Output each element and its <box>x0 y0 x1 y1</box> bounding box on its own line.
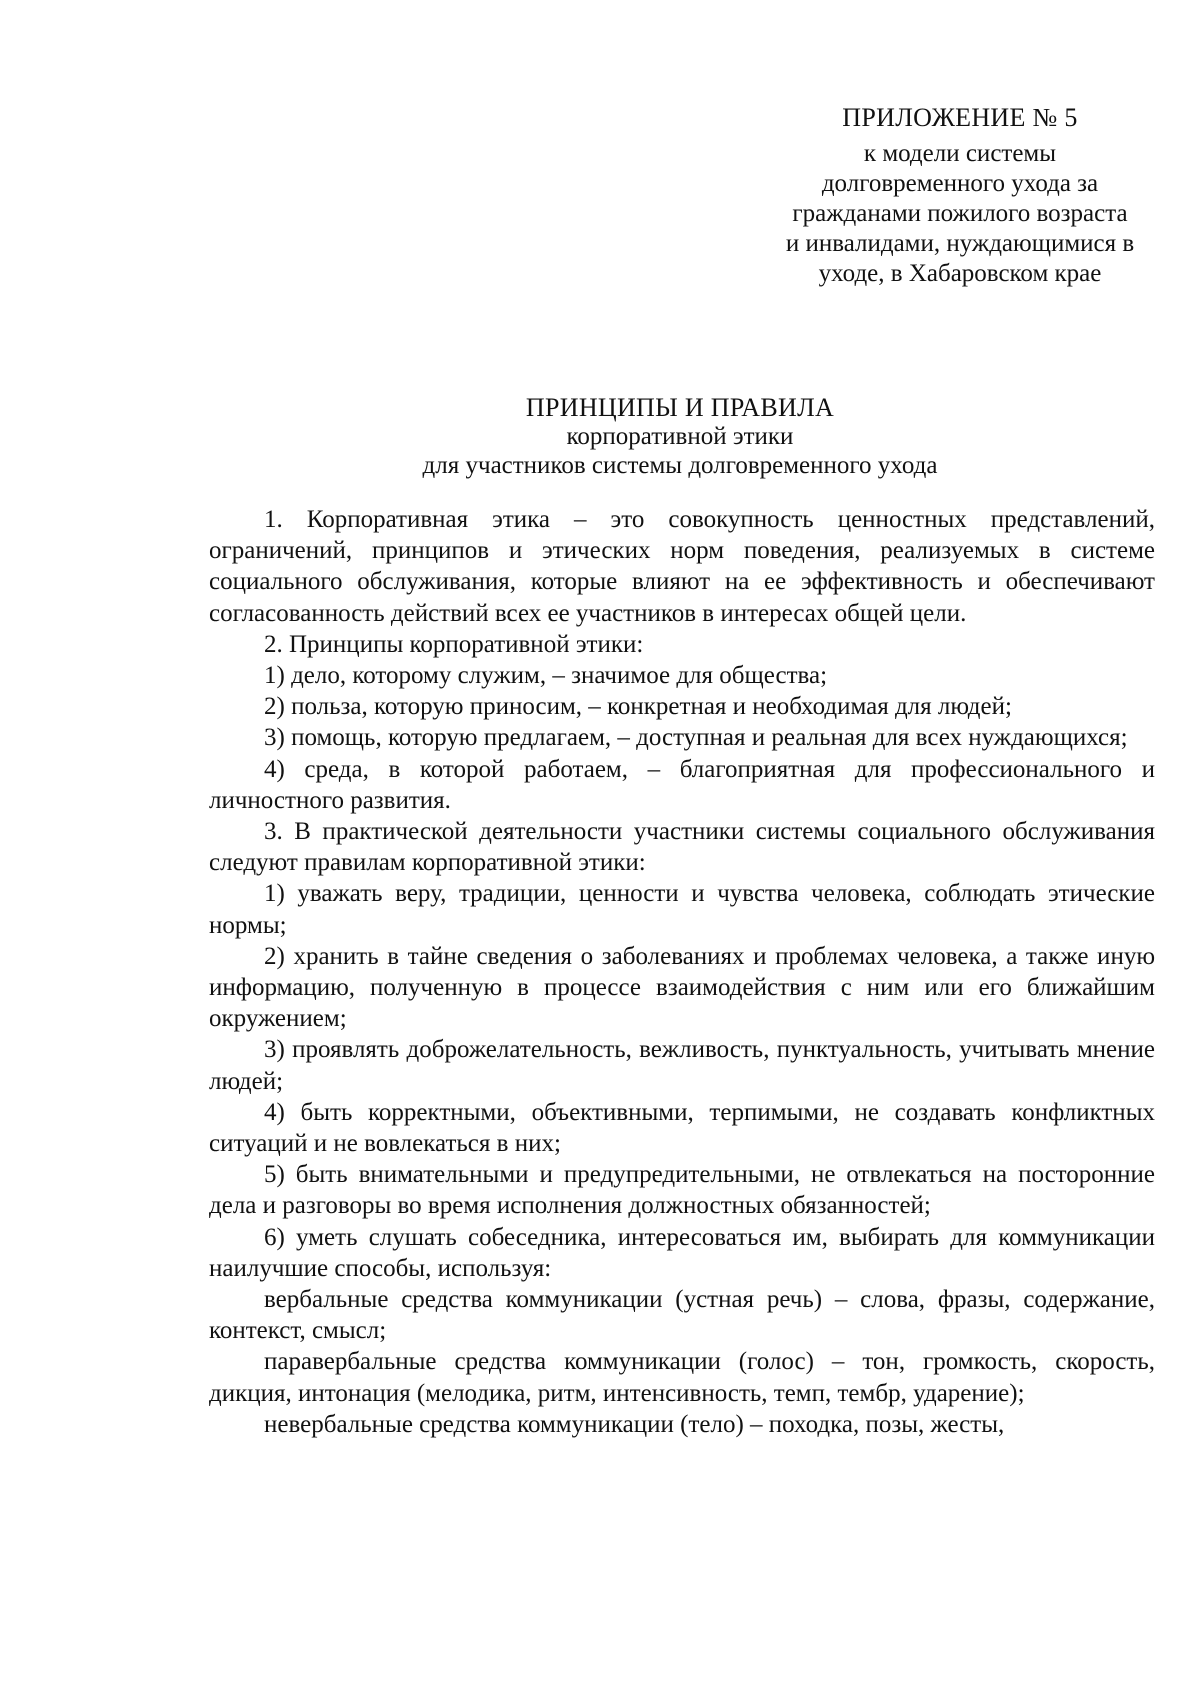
appendix-line: долговременного ухода за <box>821 170 1099 197</box>
paragraph: 5) быть внимательными и предупредительными, не отвлекаться на посторонние дела и разговоры во время исполнения должностных обязанностей; <box>209 1161 1155 1220</box>
document-body <box>209 504 1155 1440</box>
paragraph: 1) дело, которому служим, – значимое для общества; <box>264 662 828 690</box>
paragraph: 3) помощь, которую предлагаем, – доступная и реальная для всех нуждающихся; <box>264 724 1128 752</box>
document-title: ПРИНЦИПЫ И ПРАВИЛА <box>525 393 835 422</box>
paragraph: 1. Корпоративная этика – это совокупность ценностных представлений, ограничений, принципов и этических норм поведения, реализуемых в системе социального обслуживания, которые влияют на ее эффективность и обеспечивают согласованность действий всех ее участников в интересах общей цели. <box>209 506 1155 627</box>
paragraph: 1) уважать веру, традиции, ценности и чувства человека, соблюдать этические нормы; <box>209 880 1155 939</box>
appendix-title: ПРИЛОЖЕНИЕ № 5 <box>842 103 1078 132</box>
paragraph: паравербальные средства коммуникации (голос) – тон, громкость, скорость, дикция, интонация (мелодика, ритм, интенсивность, темп, тембр, ударение); <box>209 1348 1155 1407</box>
appendix-header <box>740 103 1180 289</box>
paragraph: 2) польза, которую приносим, – конкретная и необходимая для людей; <box>264 693 1012 721</box>
paragraph: невербальные средства коммуникации (тело) – походка, позы, жесты, <box>264 1410 1005 1438</box>
paragraph: 2. Принципы корпоративной этики: <box>264 630 644 658</box>
document-subtitle-2: для участников системы долговременного ухода <box>422 452 938 479</box>
document-title-block <box>200 393 1160 480</box>
paragraph: 2) хранить в тайне сведения о заболеваниях и проблемах человека, а также иную информацию, полученную в процессе взаимодействия с ним или его ближайшим окружением; <box>209 942 1155 1033</box>
appendix-line: уходе, в Хабаровском крае <box>818 260 1102 287</box>
paragraph: 6) уметь слушать собеседника, интересоваться им, выбирать для коммуникации наилучшие способы, используя: <box>209 1223 1155 1282</box>
paragraph: 4) быть корректными, объективными, терпимыми, не создавать конфликтных ситуаций и не вовлекаться в них; <box>209 1098 1155 1158</box>
paragraph: 3) проявлять доброжелательность, вежливость, пунктуальность, учитывать мнение людей; <box>209 1036 1155 1095</box>
paragraph: вербальные средства коммуникации (устная речь) – слова, фразы, содержание, контекст, смысл; <box>209 1286 1155 1345</box>
appendix-line: к модели системы <box>863 140 1057 167</box>
paragraph: 3. В практической деятельности участники системы социального обслуживания следуют правилам корпоративной этики: <box>209 818 1155 877</box>
appendix-line: гражданами пожилого возраста <box>792 200 1128 227</box>
appendix-line: и инвалидами, нуждающимися в <box>785 230 1135 257</box>
document-subtitle: корпоративной этики <box>566 423 794 450</box>
paragraph: 4) среда, в которой работаем, – благоприятная для профессионального и личностного развития. <box>209 755 1155 814</box>
